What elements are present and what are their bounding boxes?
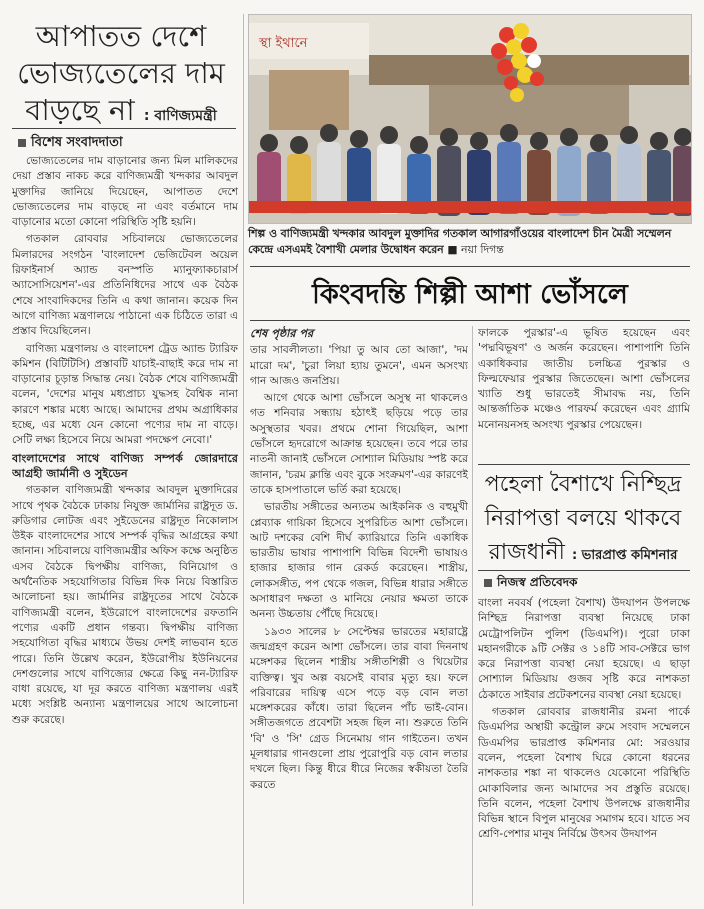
- left-paragraph: বাণিজ্য মন্ত্রণালয় ও বাংলাদেশ ট্রেড অ্যান্ড ট্যারিফ কমিশন (বিটিটিসি) প্রস্তাবটি যাচাই-বাছাই করে দাম না বাড়ানোর চূড়ান্ত সিদ্ধান্ত নেয়। বৈঠক শেষে বাণিজ্যমন্ত্রী বলেন, 'দেশের মানুষ মধ্যপ্রাচ্য যুদ্ধসহ বৈশ্বিক নানা কারণে শঙ্কার মধ্যে আছে। আমাদের প্রথম অগ্রাধিকার হচ্ছে, এর মধ্যে যেন কোনো পণ্যের দাম না বাড়ে। সেটি লক্ষ্য হিসেবে নিয়ে আমরা পদক্ষেপ নেবো।': [12, 342, 238, 447]
- left-subhead: বাংলাদেশের সাথে বাণিজ্য সম্পর্ক জোরদারে আগ্রহী জার্মানী ও সুইডেন: [12, 451, 238, 480]
- right-headline: [476, 468, 690, 573]
- left-headline-line-3-text: বাড়ছে না: [25, 93, 135, 127]
- left-rule: [12, 128, 236, 129]
- right-byline-rule: [478, 570, 690, 571]
- left-paragraph: গতকাল বাণিজ্যমন্ত্রী খন্দকার আবদুল মুক্তাদিরের সাথে পৃথক বৈঠকে ঢাকায় নিযুক্ত জার্মানির রাষ্ট্রদূত ড. রুডিগার লোটজ এবং সুইডেনের রাষ্ট্রদূত নিকোলাস উইক বাংলাদেশের সাথে সম্পর্ক বৃদ্ধির আগ্রহের কথা জানান। সচিবালয়ে বাণিজ্যমন্ত্রীর অফিস কক্ষে অনুষ্ঠিত এসব বৈঠকে দ্বিপক্ষীয় বাণিজ্য, বিনিয়োগ ও অর্থনৈতিক সহযোগিতার বিভিন্ন দিক নিয়ে বিস্তারিত আলোচনা হয়। জার্মানির রাষ্ট্রদূতের সাথে বৈঠকে বাণিজ্যমন্ত্রী বলেন, ইউরোপে বাংলাদেশের রফতানি পণ্যের একটি প্রধান গন্তব্য। দ্বিপক্ষীয় বাণিজ্য সহযোগিতা বৃদ্ধির মাধ্যমে উভয় দেশই লাভবান হতে পারে। তিনি উল্লেখ করেন, ইউরোপীয় ইউনিয়নের দেশগুলোর সাথে বাণিজ্যের ক্ষেত্রে কিছু নন-ট্যারিফ বাধা রয়েছে, যা দূর করতে বাণিজ্য মন্ত্রণালয় এরই মধ্যে সংশ্লিষ্ট অন্যান্য মন্ত্রণালয়ের সাথে আলোচনা শুরু করেছে।: [12, 484, 238, 726]
- ribbon: [249, 201, 691, 213]
- photo-illustration: [249, 15, 691, 223]
- left-headline-line-1: আপাতত দেশে: [35, 19, 207, 53]
- sign-text: স্থা ইথানে: [259, 36, 308, 51]
- stall-back: [429, 85, 629, 135]
- right-paragraph: বাংলা নববর্ষ (পহেলা বৈশাখ) উদযাপন উপলক্ষে নিশ্ছিদ্র নিরাপত্তা ব্যবস্থা নিয়েছে ঢাকা মেট্রোপলিটন পুলিশ (ডিএমপি)। পুরো ঢাকা মহানগরীকে ৯টি সেক্টর ও ১৪টি সাব-সেক্টরে ভাগ করে নিরাপত্তা ব্যবস্থা নেয়া হয়েছে। এ ছাড়া সোশ্যাল মিডিয়ায় গুজব সৃষ্টি করে নাশকতা ঠেকাতে সাইবার প্রটেকশনের ব্যবস্থা নেয়া হয়েছে।: [478, 597, 690, 701]
- photo-caption: [248, 226, 690, 258]
- right-column-divider: [472, 326, 473, 906]
- middle-paragraph: ভারতীয় সঙ্গীতের অন্যতম আইকনিক ও বহুমুখী প্লেব্যাক গায়িকা হিসেবে সুপরিচিত আশা ভোঁসলে। আট দশকের বেশি দীর্ঘ ক্যারিয়ারে তিনি একাধিক ভারতীয় ভাষার পাশাপাশি বিভিন্ন বিদেশী ভাষায়ও হাজার হাজার গান রেকর্ড করেছেন। শাস্ত্রীয়, লোকসঙ্গীত, পপ থেকে গজল, বিভিন্ন ধারার সঙ্গীতে অসাধারণ দক্ষতা ও মানিয়ে নেয়ার ক্ষমতা তাকে অনন্য উচ্চতায় পৌঁছে দিয়েছে।: [250, 501, 468, 621]
- photo-source: ■ নয়া দিগন্ত: [447, 243, 504, 256]
- right-byline: [484, 574, 577, 594]
- middle-paragraph: ১৯৩৩ সালের ৮ সেপ্টেম্বর ভারতের মহারাষ্ট্রে জন্মগ্রহণ করেন আশা ভোঁসলে। তার বাবা দিননাথ মঙ্গেশকর ছিলেন শাস্ত্রীয় সঙ্গীতশিল্পী ও থিয়েটার ব্যক্তিত্ব। খুব অল্প বয়সেই বাবার মৃত্যু হয়। ফলে পরিবারের দায়িত্ব এসে পড়ে বড় বোন লতা মঙ্গেশকরের কাঁধে। তারা ছিলেন পাঁচ ভাই-বোন। সঙ্গীতজগতে প্রবেশটা সহজ ছিল না। শুরুতে তিনি 'বি' ও 'সি' গ্রেড সিনেমায় গান গাইতেন। তখন মূলধারার গানগুলো প্রায় পুরোপুরি বড় বোন লতার দখলে ছিল। কিন্তু ধীরে ধীরে নিজের স্বকীয়তা তৈরি করতে: [250, 625, 468, 791]
- left-headline: [10, 18, 232, 135]
- right-headline-line-1: পহেলা বৈশাখে নিশ্ছিদ্র: [484, 472, 682, 497]
- left-body: [12, 154, 238, 909]
- right-paragraph: গতকাল রোববার রাজধানীর রমনা পার্কে ডিএমপির অস্থায়ী কন্ট্রোল রুমে সংবাদ সম্মেলনে ডিএমপির ভারপ্রাপ্ত কমিশনার মো: সরওয়ার বলেন, পহেলা বৈশাখ ঘিরে কোনো ধরনের নাশকতার শঙ্কা না থাকলেও যেকোনো পরিস্থিতি মোকাবিলার জন্য আমাদের সব প্রস্তুতি রয়েছে। তিনি বলেন, পহেলা বৈশাখ উপলক্ষে রাজধানীর বিভিন্ন স্থানে বিপুল মানুষের সমাগম হবে। যাতে সব শ্রেণি-পেশার মানুষ নির্বিঘ্নে উৎসব উদযাপন: [478, 706, 690, 841]
- right-body: [478, 596, 690, 909]
- left-paragraph: গতকাল রোববার সচিবালয়ে ভোজ্যতেলের মিলারদের সংগঠন 'বাংলাদেশ ভেজিটেবল অয়েল রিফাইনার্স অ্যান্ড বনস্পতি ম্যানুফ্যাকচারার্স অ্যাসোসিয়েশন'-এর প্রতিনিধিদের সাথে এক বৈঠক শেষে সাংবাদিকদের তিনি এ কথা জানান। কয়েক দিন আগে বাণিজ্য মন্ত্রণালয়ে পাঠানো এক চিঠিতে তারা এ প্রস্তাব দিয়েছিলেন।: [12, 233, 238, 338]
- left-byline-text: বিশেষ সংবাদদাতা: [31, 135, 123, 150]
- middle-headline-rule: [250, 320, 690, 321]
- middle-paragraph: তার সাবলীলতা। 'পিয়া তু আব তো আজা', 'দম মারো দম', 'চুরা লিয়া হ্যায় তুমনে', এমন অসংখ্য গান আজও জনপ্রিয়।: [250, 344, 468, 387]
- middle-paragraph: আগে থেকে আশা ভোঁসলে অসুস্থ না থাকলেও গত শনিবার সন্ধ্যায় হঠাৎই ছড়িয়ে পড়ে তার অসুস্থতার খবর। প্রথমে শোনা গিয়েছিল, আশা ভোঁসলে হৃদরোগে আক্রান্ত হয়েছেন। তবে পরে তার নাতনী জানাই ভোঁসলে সোশ্যাল মিডিয়ায় স্পষ্ট করে জানান, 'চরম ক্লান্তি এবং বুকে সংক্রমণ'-এর কারণেই তাকে হাসপাতালে ভর্তি করা হয়েছে।: [250, 392, 468, 496]
- byline-square-icon: [18, 139, 26, 147]
- right-byline-text: নিজস্ব প্রতিবেদক: [497, 575, 578, 589]
- left-headline-tail: : বাণিজ্যমন্ত্রী: [143, 108, 217, 124]
- right-top-body: [478, 326, 690, 462]
- middle-headline: কিংবদন্তি শিল্পী আশা ভোঁসলে: [312, 279, 628, 310]
- right-paragraph: ফালকে পুরস্কার'-এ ভূষিত হয়েছেন এবং 'পদ্মবিভূষণ' ও অর্জন করেছেন। পাশাপাশি তিনি একাধিকবার জাতীয় চলচ্চিত্র পুরস্কার ও ফিল্মফেয়ার পুরস্কার জিতেছেন। আশা ভোঁসলের খ্যাতি শুধু ভারতেই সীমাবদ্ধ নয়, তিনি আন্তর্জাতিক মঞ্চেও পারফর্ম করেছেন এবং গ্র্যামি মনোনয়নসহ অসংখ্য পুরস্কার পেয়েছেন।: [478, 327, 690, 431]
- right-headline-line-3-text: রাজধানী: [488, 540, 565, 565]
- left-byline: [18, 133, 123, 154]
- column-divider: [243, 14, 244, 904]
- left-paragraph: ভোজ্যতেলের দাম বাড়ানোর জন্য মিল মালিকদের দেয়া প্রস্তাব নাকচ করে বাণিজ্যমন্ত্রী খন্দকার আবদুল মুক্তাদির জানিয়ে দিয়েছেন, আপাতত দেশে ভোজ্যতেলের দাম বাড়ছে না এবং বর্তমানে দাম বাড়ানোর মতো কোনো পরিস্থিতি সৃষ্টি হয়নি।: [12, 155, 238, 229]
- right-headline-tail: : ভারপ্রাপ্ত কমিশনার: [571, 548, 678, 563]
- byline-square-icon: [484, 579, 492, 587]
- event-photo: [248, 14, 692, 224]
- right-headline-rule: [478, 464, 690, 465]
- photo-caption-text: শিল্প ও বাণিজ্যমন্ত্রী খন্দকার আবদুল মুক্তাদির গতকাল আগারগাঁওয়ের বাংলাদেশ চীন মৈত্রী সম্মেলন কেন্দ্রে এসএমই বৈশাখী মেলার উদ্বোধন করেন: [248, 227, 672, 256]
- middle-kicker: শেষ পৃষ্ঠার পর: [250, 327, 314, 340]
- stall-left: [269, 70, 349, 130]
- right-headline-line-2: নিরাপত্তা বলয়ে থাকবে: [484, 506, 682, 531]
- photo-caption-rule: [250, 266, 690, 267]
- right-headline-line-3: [476, 536, 690, 573]
- middle-body: [250, 326, 468, 909]
- left-headline-line-2: ভোজ্যতেলের দাম: [17, 56, 225, 90]
